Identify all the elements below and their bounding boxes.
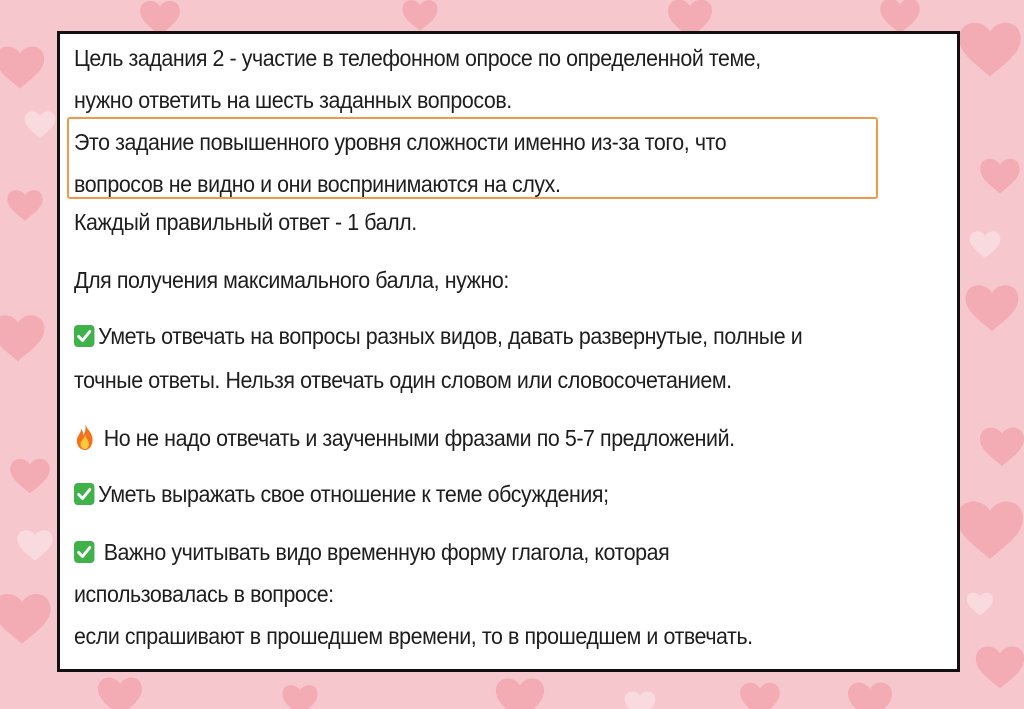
- check-mark-button-icon: [74, 541, 94, 563]
- bullet-tense-text: Важно учитывать видо временную форму глагола, которая: [98, 539, 670, 565]
- highlighted-line-2: вопросов не видно и они воспринимаются на слух.: [74, 171, 561, 197]
- bullet-no-memorized-text: Но не надо отвечать и заученными фразами по 5-7 предложений.: [103, 425, 735, 451]
- bullet-no-memorized: [74, 423, 735, 452]
- text-line-1: Цель задания 2 - участие в телефонном опросе по определенной теме,: [74, 45, 761, 71]
- text-line-answer-types-cont: точные ответы. Нельзя отвечать один словом или словосочетанием.: [74, 367, 732, 393]
- bullet-attitude: [74, 480, 609, 508]
- text-line-requirements: Для получения максимального балла, нужно:: [74, 267, 509, 293]
- highlighted-line-1: Это задание повышенного уровня сложности именно из-за того, что: [74, 129, 727, 155]
- bullet-answer-types: [74, 322, 802, 350]
- bullet-attitude-text: Уметь выражать свое отношение к теме обсуждения;: [98, 481, 609, 507]
- text-line-past-tense: если спрашивают в прошедшем времени, то в прошедшем и отвечать.: [74, 623, 753, 649]
- text-card: [57, 31, 960, 672]
- text-line-tense-cont: использовалась в вопросе:: [74, 581, 334, 607]
- fire-icon: [74, 423, 96, 451]
- bullet-tense: [74, 538, 669, 566]
- bullet-answer-types-text: Уметь отвечать на вопросы разных видов, давать развернутые, полные и: [98, 323, 803, 349]
- check-mark-button-icon: [74, 483, 94, 505]
- text-line-2: нужно ответить на шесть заданных вопросов.: [74, 87, 512, 113]
- check-mark-button-icon: [74, 325, 94, 347]
- text-line-score: Каждый правильный ответ - 1 балл.: [74, 209, 417, 235]
